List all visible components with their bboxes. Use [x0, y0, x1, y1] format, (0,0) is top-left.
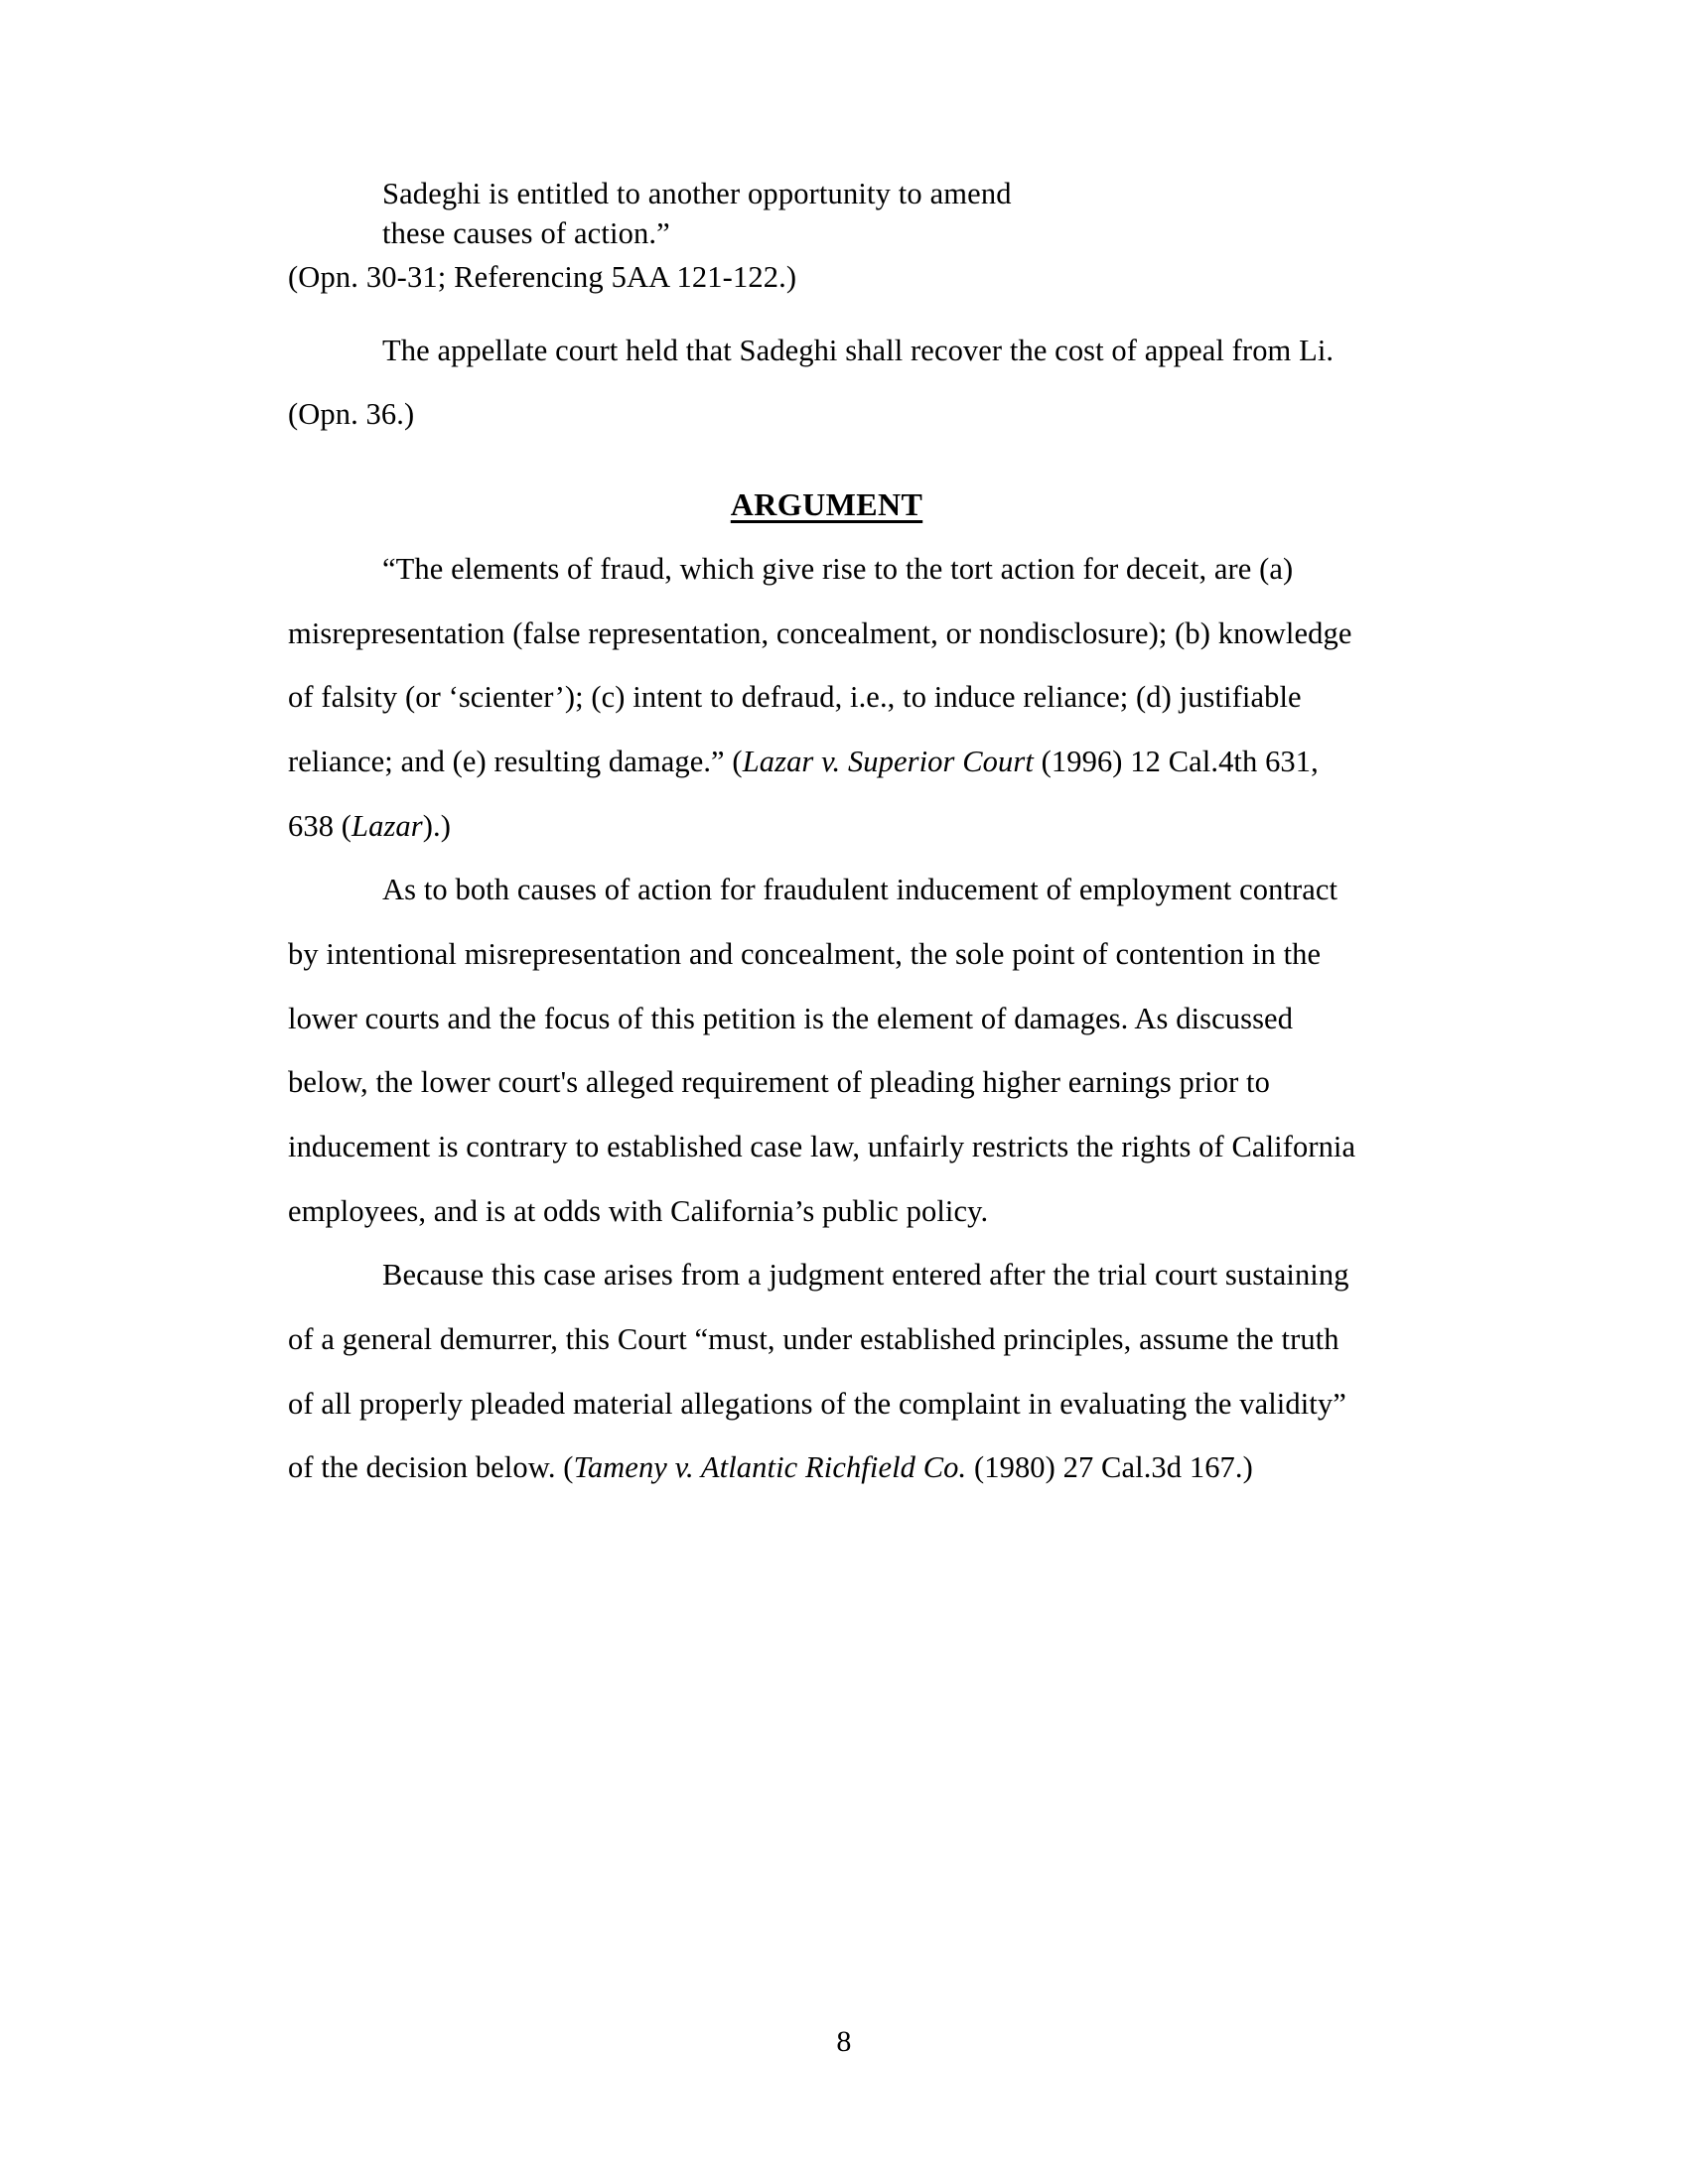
fraud-elements-text-part-1: “The elements of fraud, which give rise to the tort action for deceit, are (a) misrepresentation (false representation, concealment, or nondisclosure); (b) knowledge of falsity (or ‘scienter’); (c) intent to defraud, i.e., to induce reliance; (d) justifiable reliance; and (e) resulting damage.” (: [288, 552, 1352, 779]
heading-argument-text: ARGUMENT: [730, 486, 923, 523]
page-content: [288, 174, 1365, 1500]
paragraph-causes-of-action: As to both causes of action for fraudulent inducement of employment contract by intentional misrepresentation and concealment, the sole point of contention in the lower courts and the focus of this petition is the element of damages. As discussed below, the lower court's alleged requirement of pleading higher earnings prior to inducement is contrary to established case law, unfairly restricts the rights of California employees, and is at odds with California’s public policy.: [288, 873, 1356, 1228]
paragraph-demurrer-standard: [288, 1243, 1365, 1500]
block-quote-line-2: these causes of action.”: [382, 216, 670, 251]
block-quote-line-1: Sadeghi is entitled to another opportunity to amend: [382, 177, 1012, 210]
case-citation-lazar-short: Lazar: [352, 808, 423, 843]
case-citation-lazar-full: Lazar v. Superior Court: [742, 745, 1034, 779]
page-number: 8: [836, 2025, 852, 2058]
citation-reference: (Opn. 30-31; Referencing 5AA 121-122.): [288, 259, 797, 294]
block-quote: [382, 174, 1296, 254]
case-citation-tameny: Tameny v. Atlantic Richfield Co.: [573, 1450, 967, 1485]
paragraph-appellate-cost: The appellate court held that Sadeghi shall recover the cost of appeal from Li. (Opn. 36.): [288, 333, 1335, 432]
demurrer-text-part-2: (1980) 27 Cal.3d 167.): [966, 1450, 1253, 1485]
demurrer-text-part-1: Because this case arises from a judgment entered after the trial court sustaining of a general demurrer, this Court “must, under established principles, assume the truth of all properly pleaded material allegations of the complaint in evaluating the validity” of the decision below. (: [288, 1258, 1349, 1485]
fraud-elements-text-part-3: ).): [422, 808, 451, 843]
page-title: [288, 486, 1365, 523]
fraud-elements-text-part-2: (1996) 12 Cal.4th 631, 638 (: [288, 745, 1319, 843]
paragraph-fraud-elements: [288, 537, 1365, 858]
